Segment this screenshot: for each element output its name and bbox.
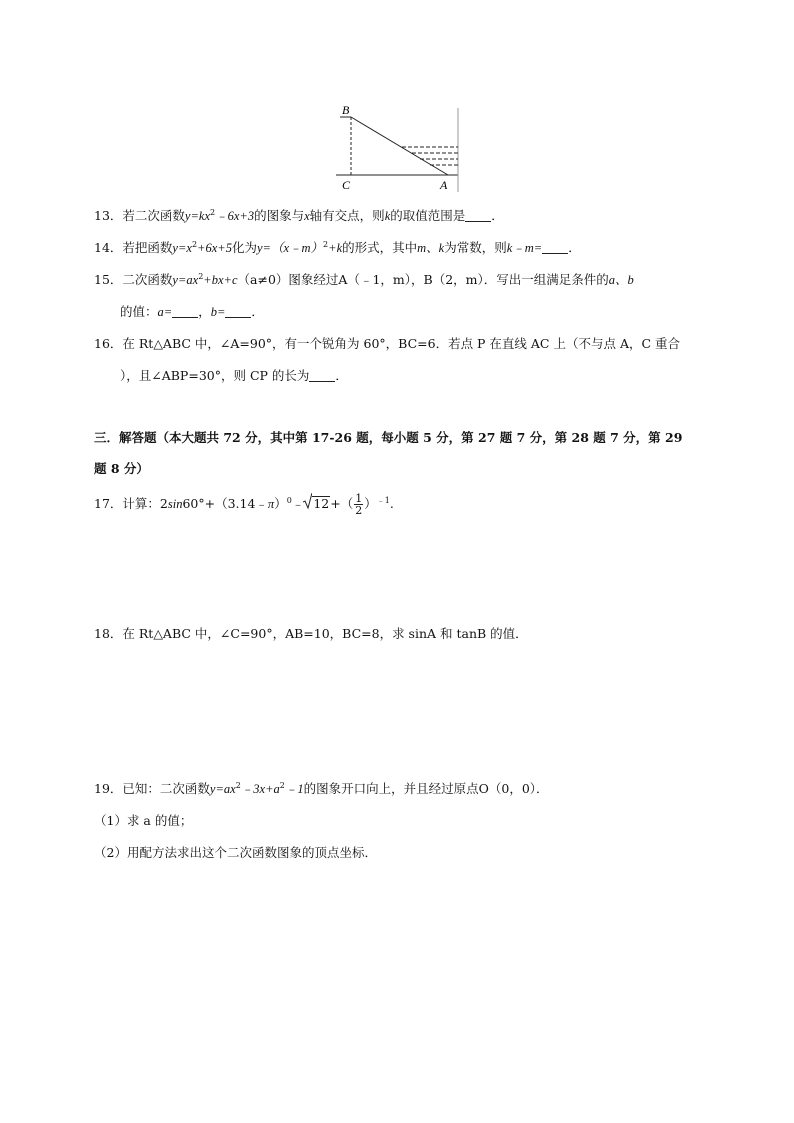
math: +bx+c (203, 273, 238, 287)
label-b: B (342, 103, 350, 117)
question-19 (94, 779, 549, 797)
text: 的取值范围是 (390, 208, 466, 223)
exponent: 2 (323, 240, 329, 249)
question-16-line2 (120, 366, 348, 384)
text: ． (568, 240, 581, 255)
answer-blank-b[interactable] (225, 305, 251, 318)
text: 若二次函数 (122, 208, 185, 223)
text: 二次函数 (122, 272, 173, 287)
math: k﹣m= (506, 241, 543, 255)
text: ． (251, 304, 264, 319)
text: A（﹣1，m），B（2，m）． (338, 272, 497, 287)
question-number: 15． (94, 272, 123, 287)
text: O（0，0）． (478, 781, 549, 796)
text: （a≠0） (237, 272, 289, 287)
math: y=ax (209, 782, 236, 796)
triangle-figure (332, 100, 462, 192)
question-number: 19． (94, 781, 123, 796)
triangle-diagram (332, 100, 462, 192)
label-a: A (440, 178, 448, 192)
math: b= (210, 305, 226, 319)
math: y=x (172, 241, 192, 255)
text: ﹣ (291, 496, 305, 511)
answer-blank[interactable] (465, 209, 491, 222)
text: ） (274, 496, 287, 511)
question-number: 13． (94, 208, 123, 223)
math: a、b (608, 273, 634, 287)
math: y=（x﹣m） (256, 241, 324, 255)
text: 的值： (120, 304, 158, 319)
section-heading-line2 (94, 459, 149, 477)
math: x (304, 209, 310, 223)
label-c: C (342, 178, 351, 192)
numerator: 1 (355, 492, 363, 505)
text: +（ (330, 496, 354, 511)
exponent: 2 (210, 208, 216, 217)
exponent: 2 (198, 272, 204, 281)
answer-blank[interactable] (309, 369, 335, 382)
text: 在 Rt△ABC 中，∠A=90°，有一个锐角为 60°，BC=6．若点 P 在直线 AC 上（不与点 A，C 重合 (122, 336, 681, 351)
math: y=ax (172, 273, 199, 287)
question-19-part1 (94, 811, 192, 829)
question-18 (94, 624, 528, 642)
question-number: 18． (94, 626, 123, 641)
exponent: 2 (235, 781, 241, 790)
text: （2）用配方法求出这个二次函数图象的顶点坐标． (94, 845, 377, 860)
square-root (304, 493, 330, 515)
text: ． (491, 208, 504, 223)
math: +k (328, 241, 343, 255)
math: m、k (417, 241, 445, 255)
text: 题 8 分） (94, 461, 149, 476)
text: 的图象开口向上，并且经过原点 (303, 781, 479, 796)
answer-blank[interactable] (542, 241, 568, 254)
question-13 (94, 206, 504, 224)
text: ） (364, 496, 377, 511)
denominator: 2 (355, 504, 363, 517)
text: 已知：二次函数 (122, 781, 210, 796)
text: （1）求 a 的值； (94, 813, 193, 828)
exponent: 0 (286, 496, 292, 505)
radicand: 12 (313, 496, 330, 511)
section-heading (94, 428, 682, 446)
question-16 (94, 334, 680, 352)
text: 为常数，则 (444, 240, 507, 255)
text: . (389, 496, 394, 511)
exponent: 2 (279, 781, 285, 790)
math: +6x+5 (197, 241, 232, 255)
text: 的形式，其中 (342, 240, 418, 255)
math: sin (167, 497, 183, 511)
exponent: ﹣1 (376, 496, 390, 505)
text: ． (335, 368, 348, 383)
question-number: 17． (94, 496, 123, 511)
math: ﹣1 (284, 782, 304, 796)
question-15-line2 (120, 302, 264, 320)
math: a= (157, 305, 173, 319)
text: 的图象与 (254, 208, 305, 223)
question-number: 16． (94, 336, 123, 351)
text: ），且∠ABP=30°，则 CP 的长为 (120, 368, 310, 383)
radical-sign-icon (303, 493, 312, 509)
math: k (384, 209, 391, 223)
math: ﹣3x+a (240, 782, 280, 796)
text: 计算：2 (122, 496, 168, 511)
question-number: 14． (94, 240, 123, 255)
text: 60°+（3.14﹣ (182, 496, 268, 511)
text: 在 Rt△ABC 中，∠C=90°，AB=10，BC=8，求 sinA 和 tanB 的值． (122, 626, 528, 641)
question-19-part2 (94, 843, 377, 861)
math: π (267, 497, 275, 511)
text: ， (198, 304, 211, 319)
text: 图象经过 (288, 272, 339, 287)
text: 化为 (231, 240, 257, 255)
text: 三．解答题（本大题共 72 分，其中第 17-26 题，每小题 5 分，第 27 题 7 分，第 28 题 7 分，第 29 (94, 430, 683, 445)
text: 若把函数 (122, 240, 173, 255)
text: 轴有交点，则 (309, 208, 385, 223)
text: 写出一组满足条件的 (496, 272, 609, 287)
question-17 (94, 493, 394, 516)
question-15 (94, 270, 634, 288)
question-14 (94, 238, 581, 256)
math: y=kx (184, 209, 211, 223)
math: ﹣6x+3 (215, 209, 255, 223)
fraction (354, 493, 363, 516)
answer-blank-a[interactable] (172, 305, 198, 318)
exponent: 2 (191, 240, 198, 249)
